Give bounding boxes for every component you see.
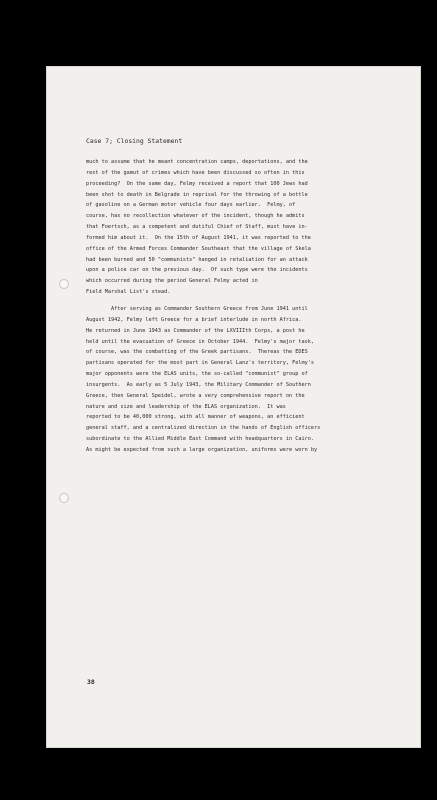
text-line: major opponents were the ELAS units, the so-called "communist" group of: [86, 371, 308, 378]
text-line: As might be expected from such a large organization, uniforms were worn by: [86, 446, 318, 453]
text-line: nature and size and leadership of the ELAS organization. It was: [86, 403, 286, 410]
text-line: of course, was the combatting of the Greek partisans. Thereas the EDES: [86, 349, 308, 356]
text-line: rest of the gamut of crimes which have been discussed so often in this: [86, 169, 305, 176]
text-line: He returned in June 1943 as Commander of the LXVIIIth Corps, a post he: [86, 327, 305, 334]
page-header: Case 7; Closing Statement: [86, 137, 183, 145]
text-line: Greece, then General Speidel, wrote a very comprehensive report on the: [86, 392, 305, 399]
punch-hole: [59, 493, 69, 503]
text-line: much to assume that he meant concentration camps, deportations, and the: [86, 159, 308, 165]
text-line: After serving as Commander Southern Greece from June 1941 until: [86, 305, 308, 312]
text-line: August 1942, Felmy left Greece for a brief interlude in north Africa.: [86, 316, 302, 323]
text-line: course, has no recollection whatever of the incident, though he admits: [86, 213, 305, 220]
text-line: partisans operated for the most part in General Lanz's territory, Felmy's: [86, 360, 314, 367]
text-line: insurgents. As early as 5 July 1943, the Military Commander of Southern: [86, 381, 311, 388]
text-line: that Foertsch, as a competent and dutiful Chief of Staff, must have in-: [86, 224, 308, 231]
text-line: of gasoline on a German motor vehicle four days earlier. Felmy, of: [86, 202, 296, 209]
document-page: [46, 66, 421, 748]
text-line: subordinate to the Allied Middle East Command with headquarters in Cairo.: [86, 436, 314, 443]
text-line: formed him about it. On the 15th of August 1941, it was reported to the: [86, 234, 311, 241]
text-line: been shot to death in Belgrade in reprisal for the throwing of a bottle: [86, 191, 308, 198]
punch-hole: [59, 279, 69, 289]
text-line: Field Marshal List's stead.: [86, 289, 171, 296]
page-number: 38: [87, 678, 95, 686]
body-text: [86, 157, 396, 456]
text-line: held until the evacuation of Greece in October 1944. Felmy's major task,: [86, 338, 314, 345]
text-line: reported to be 40,000 strong, with all manner of weapons, an efficient: [86, 414, 305, 421]
text-line: general staff, and a centralized direction in the hands of English officers: [86, 425, 321, 432]
text-line: which occurred during the period General Felmy acted in: [86, 278, 258, 285]
text-line: had been burned and 50 "communists" hanged in retaliation for an attack: [86, 256, 308, 263]
text-line: proceeding? On the same day, Felmy received a report that 100 Jews had: [86, 180, 308, 187]
text-line: office of the Armed Forces Commander Southeast that the village of Skela: [86, 245, 311, 252]
text-line: upon a police car on the previous day. Of such type were the incidents: [86, 267, 308, 274]
